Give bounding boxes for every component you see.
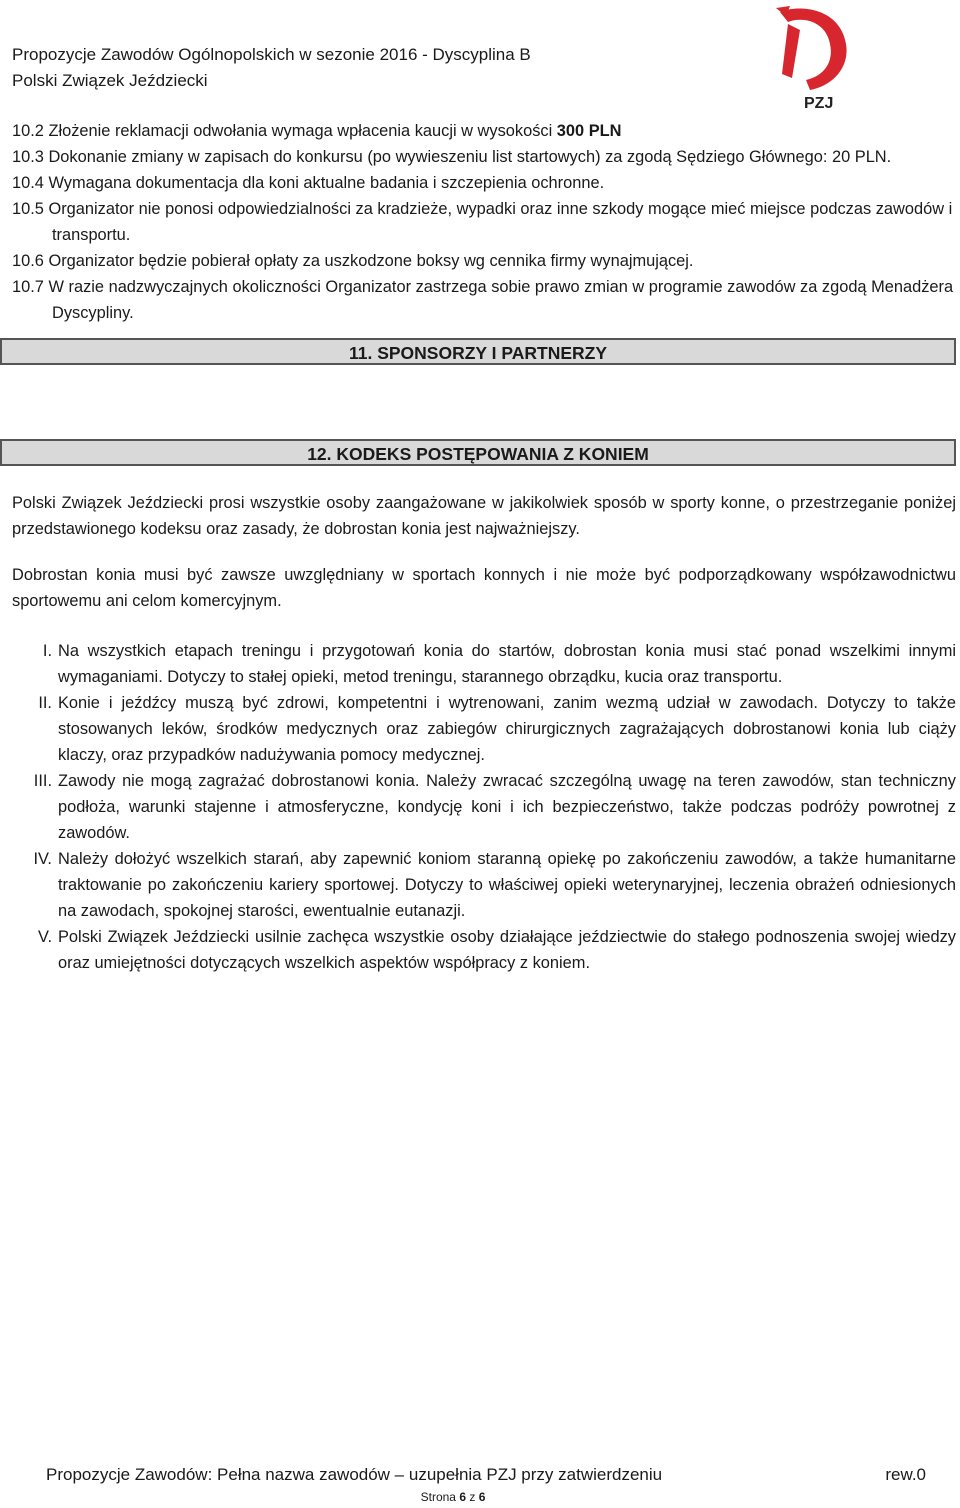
page-footer	[46, 1462, 926, 1504]
page-header	[12, 42, 752, 94]
footer-event-name: Propozycje Zawodów: Pełna nazwa zawodów – uzupełnia PZJ przy zatwierdzeniu	[46, 1465, 663, 1484]
list-item: I. Na wszystkich etapach treningu i przygotowań konia do startów, dobrostan konia musi stać ponad wszelkimi innymi wymaganiami. Dotyczy to stałej opieki, metod treningu, starannego obrządku, kucia oraz transportu.	[42, 642, 956, 686]
list-item-10-6: 10.6 Organizator będzie pobierał opłaty za uszkodzone boksy wg cennika firmy wynajmującej.	[12, 252, 694, 270]
list-item: V. Polski Związek Jeździecki usilnie zachęca wszystkie osoby działające jeździectwie do stałego podnoszenia swojej wiedzy oraz umiejętności dotyczących wszelkich aspektów współpracy z koniem.	[38, 928, 956, 972]
list-item-10-2: 10.2 Złożenie reklamacji odwołania wymaga wpłacenia kaucji w wysokości 300 PLN	[12, 122, 622, 140]
section-12-welfare-paragraph: Dobrostan konia musi być zawsze uwzględniany w sportach konnych i nie może być podporządkowany współzawodnictwu sportowemu ani celom komercyjnym.	[12, 566, 956, 610]
pzj-logo-icon	[770, 4, 860, 114]
list-item-10-7: 10.7 W razie nadzwyczajnych okoliczności Organizator zastrzega sobie prawo zmian w programie zawodów za zgodą Menadżera Dyscypliny.	[12, 278, 954, 322]
list-item-10-5: 10.5 Organizator nie ponosi odpowiedzialności za kradzieże, wypadki oraz inne szkody mogące mieć miejsce podczas zawodów i transportu.	[12, 200, 953, 244]
header-title: Propozycje Zawodów Ogólnopolskich w sezonie 2016 - Dyscyplina B	[12, 45, 531, 64]
list-item: II. Konie i jeźdźcy muszą być zdrowi, kompetentni i wytrenowani, zanim wezmą udział w zawodach. Dotyczy to także stosowanych leków, środków medycznych oraz zabiegów chirurgicznych zagrażających dobrostanowi konia lub ciąży klaczy, oraz przypadków nadużywania pomocy medycznej.	[38, 694, 956, 764]
header-organization: Polski Związek Jeździecki	[12, 71, 208, 90]
section-12-intro-paragraph: Polski Związek Jeździecki prosi wszystkie osoby zaangażowane w jakikolwiek sposób w sporty konne, o przestrzeganie poniżej przedstawionego kodeksu oraz zasady, że dobrostan konia jest najważniejszy.	[12, 494, 956, 538]
page-number: Strona 6 z 6	[420, 1490, 486, 1504]
list-item-10-3: 10.3 Dokonanie zmiany w zapisach do konkursu (po wywieszeniu list startowych) za zgodą Sędziego Głównego: 20 PLN.	[12, 148, 892, 166]
list-item: IV. Należy dołożyć wszelkich starań, aby zapewnić koniom staranną opiekę po zakończeniu zawodów, a także humanitarne traktowanie po zakończeniu kariery sportowej. Dotyczy to właściwej opieki weterynaryjnej, leczenia obrażeń odniesionych na zawodach, spokojnej starości, ewentualnie eutanazji.	[33, 850, 956, 920]
footer-revision: rew.0	[885, 1465, 926, 1484]
section-10-list	[12, 118, 956, 326]
list-item-10-4: 10.4 Wymagana dokumentacja dla koni aktualne badania i szczepienia ochronne.	[12, 174, 605, 192]
page-content	[12, 118, 956, 976]
list-item: III. Zawody nie mogą zagrażać dobrostanowi konia. Należy zwracać szczególną uwagę na teren zawodów, stan techniczny podłoża, warunki stajenne i atmosferyczne, kondycję koni i ich bezpieczeństwo, także podczas podróży powrotnej z zawodów.	[33, 772, 956, 842]
section-11-heading: 11. SPONSORZY I PARTNERZY	[0, 338, 956, 365]
logo-text: PZJ	[804, 95, 834, 112]
section-12-heading: 12. KODEKS POSTĘPOWANIA Z KONIEM	[0, 439, 956, 466]
code-rules-list	[12, 638, 956, 976]
pzj-logo	[770, 4, 860, 114]
